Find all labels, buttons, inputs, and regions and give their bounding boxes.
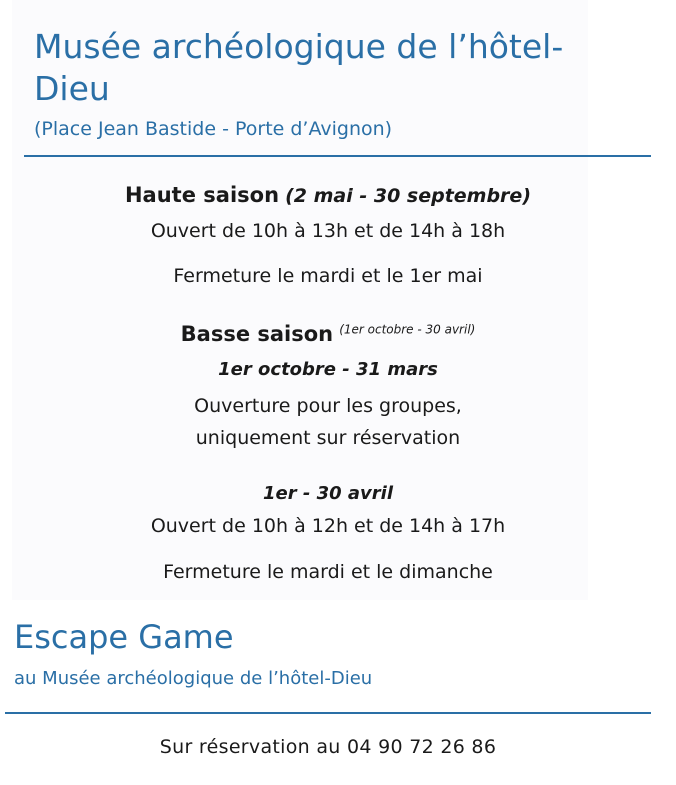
haute-saison-heading <box>0 183 656 207</box>
haute-saison-dates: (2 mai - 30 septembre) <box>285 185 532 207</box>
basse-saison-label: Basse saison <box>180 322 334 346</box>
period1-title: 1er octobre - 31 mars <box>218 359 438 380</box>
haute-saison-label: Haute saison <box>124 183 280 207</box>
period2-hours: Ouvert de 10h à 12h et de 14h à 17h <box>150 515 506 537</box>
reservation-phone: Sur réservation au 04 90 72 26 86 <box>159 736 497 758</box>
haute-saison-hours: Ouvert de 10h à 13h et de 14h à 18h <box>150 220 506 242</box>
escape-game-title: Escape Game <box>14 618 234 656</box>
divider-top <box>24 155 651 157</box>
escape-game-subtitle: au Musée archéologique de l’hôtel-Dieu <box>14 668 373 689</box>
basse-saison-dates: (1er octobre - 30 avril) <box>339 322 476 337</box>
period2-closure: Fermeture le mardi et le dimanche <box>163 561 493 583</box>
museum-title: Musée archéologique de l’hôtel-Dieu <box>34 27 564 108</box>
haute-saison-closure: Fermeture le mardi et le 1er mai <box>173 265 483 287</box>
museum-address: (Place Jean Bastide - Porte d’Avignon) <box>34 118 393 140</box>
basse-saison-heading <box>0 322 656 346</box>
period1-line2: uniquement sur réservation <box>195 427 461 449</box>
divider-bottom <box>5 712 651 714</box>
period2-title: 1er - 30 avril <box>262 483 394 504</box>
period1-line1: Ouverture pour les groupes, <box>194 395 462 417</box>
